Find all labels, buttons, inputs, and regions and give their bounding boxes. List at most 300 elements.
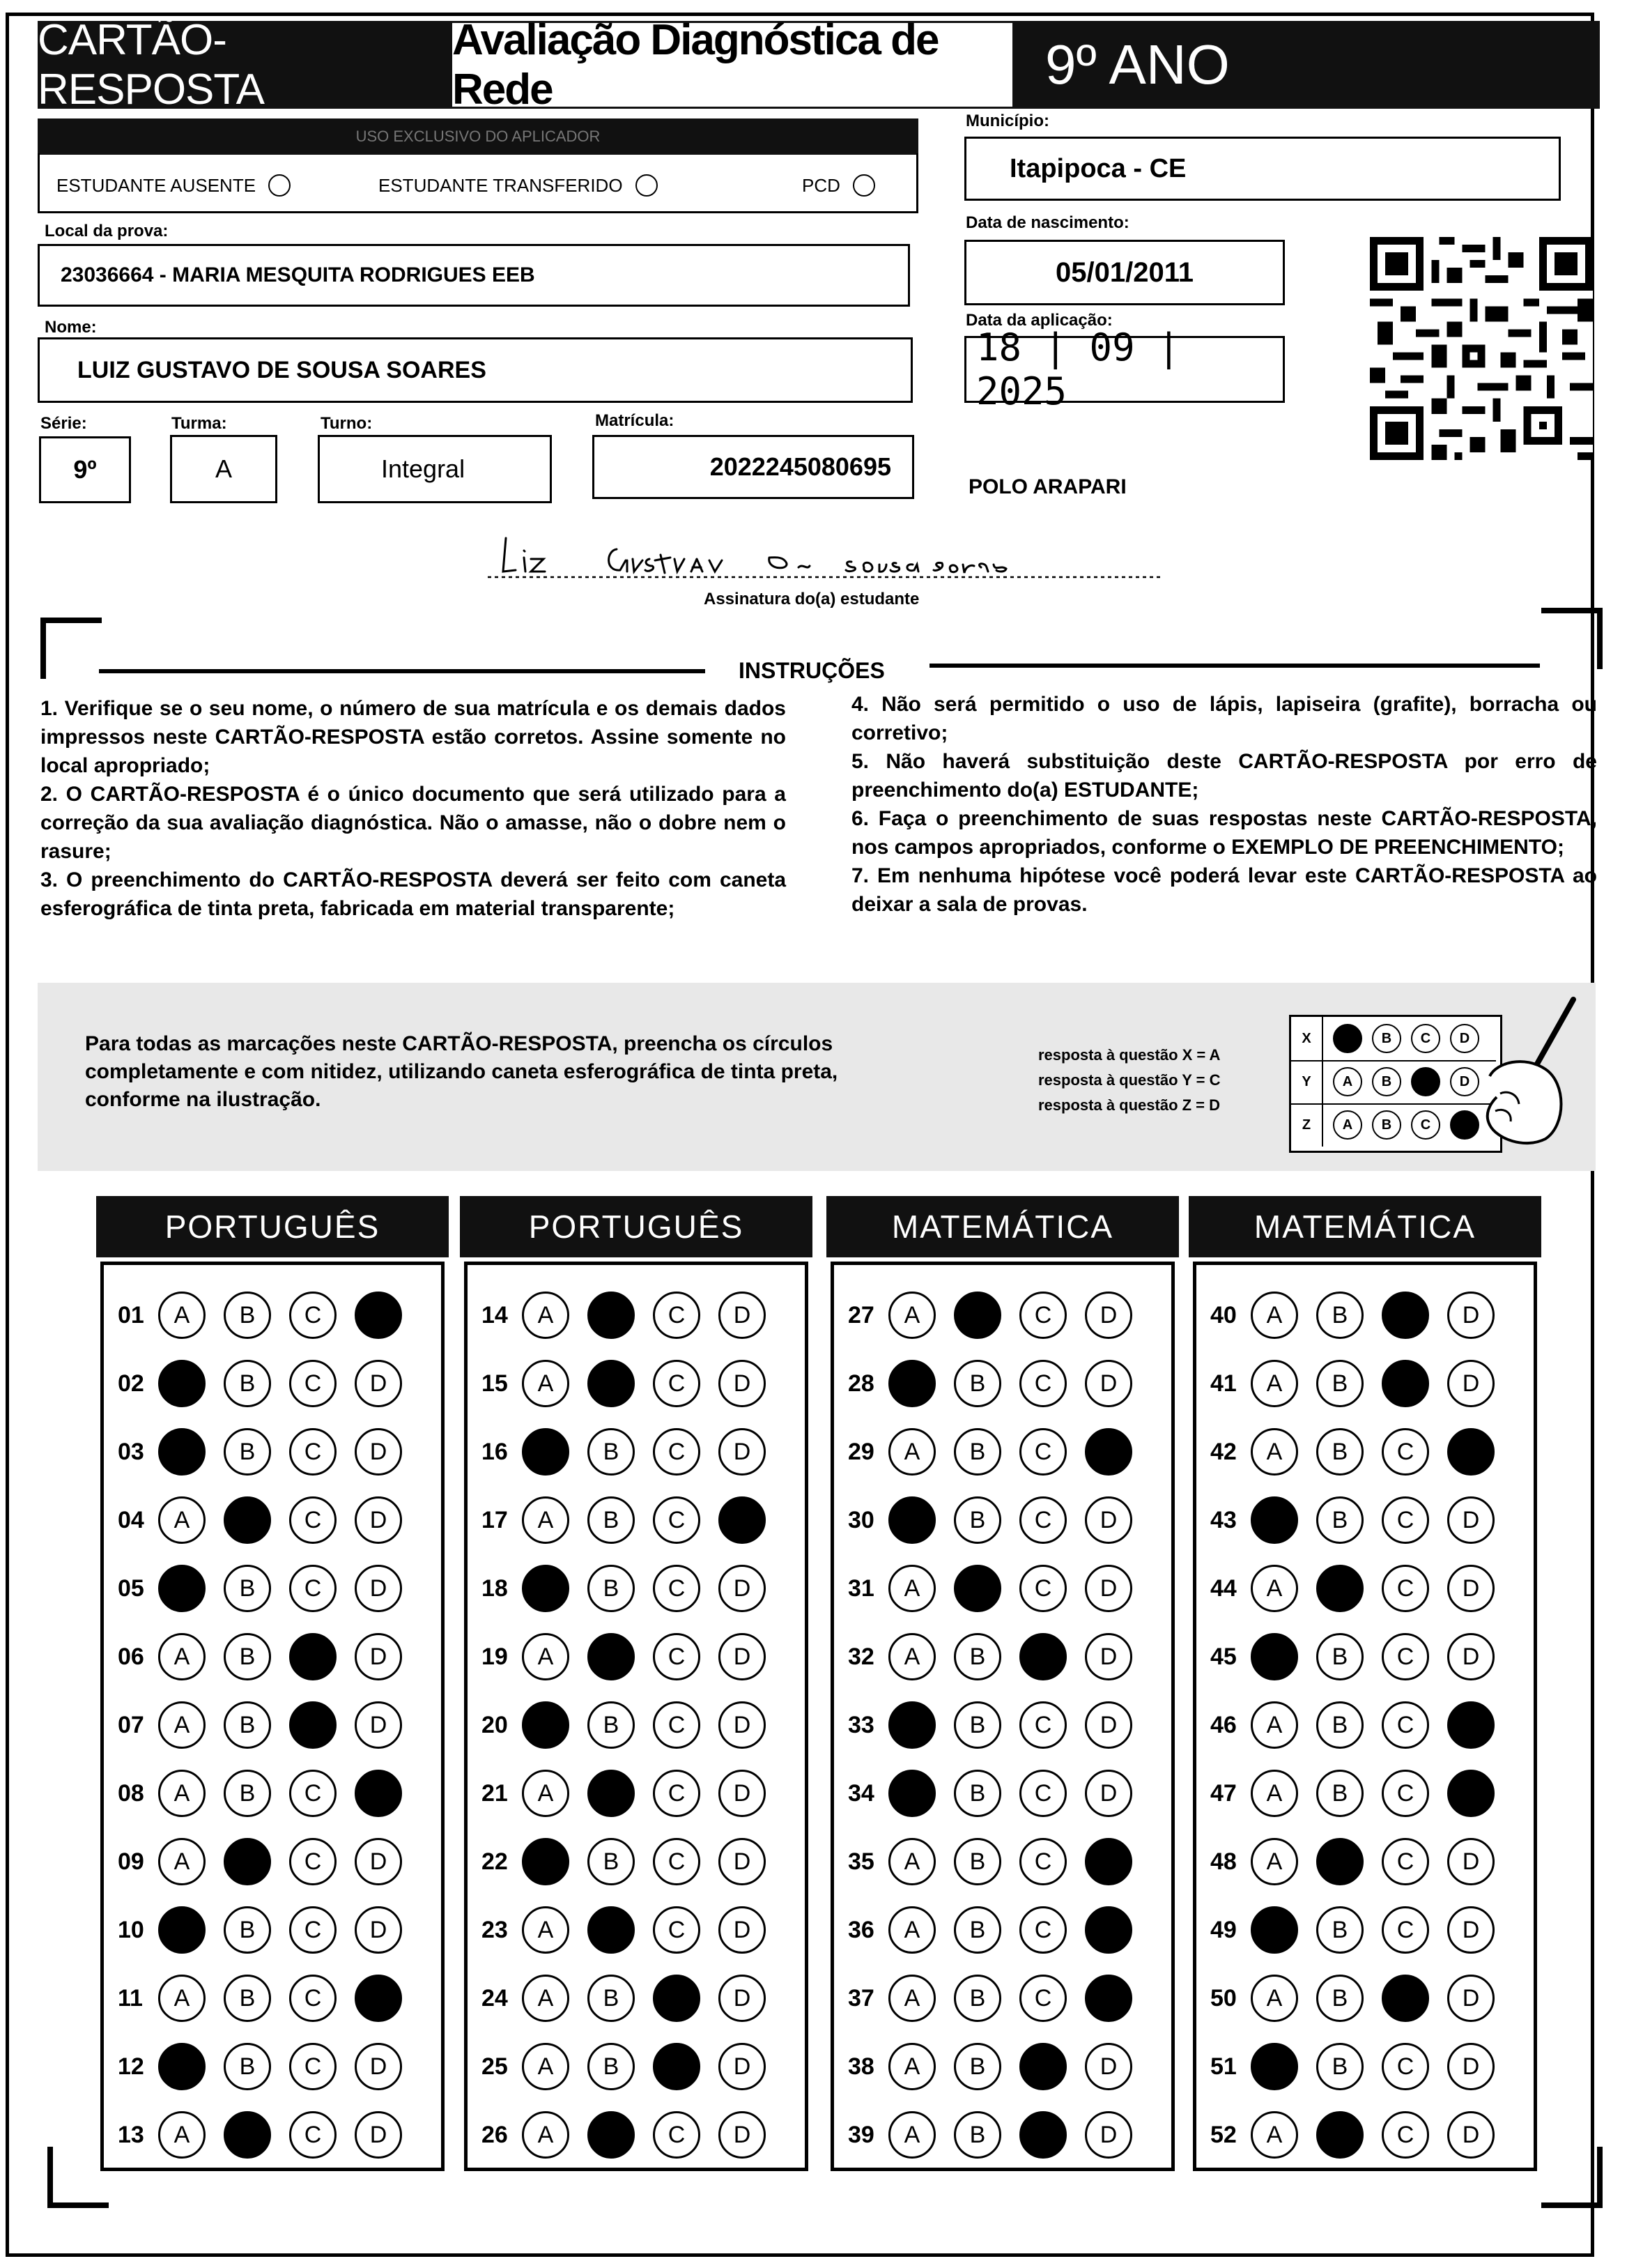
answer-bubble-c[interactable]: C xyxy=(289,1838,337,1885)
section-header: MATEMÁTICA xyxy=(826,1196,1179,1257)
question-number: 07 xyxy=(118,1711,144,1738)
answer-bubble-a[interactable]: A xyxy=(522,1292,569,1339)
instructions-rule-left xyxy=(99,669,705,673)
question-number: 04 xyxy=(118,1506,144,1533)
answer-bubble-d[interactable]: D xyxy=(1447,1360,1495,1407)
matricula-field xyxy=(592,435,914,499)
answer-bubble-a[interactable] xyxy=(158,2043,206,2090)
answer-bubble-d[interactable]: D xyxy=(1447,1906,1495,1954)
answer-bubble-b[interactable]: B xyxy=(224,1633,271,1680)
answer-bubble-b[interactable]: B xyxy=(224,1906,271,1954)
answer-bubble-b[interactable]: B xyxy=(587,1428,635,1476)
question-row xyxy=(848,1838,1150,1885)
answer-bubble-a[interactable]: A xyxy=(888,1633,936,1680)
answer-bubble-c[interactable]: C xyxy=(1382,1838,1429,1885)
answer-bubble-d[interactable]: D xyxy=(718,2043,766,2090)
birth-value: 05/01/2011 xyxy=(1056,256,1194,288)
answer-bubble-c[interactable]: C xyxy=(653,1428,700,1476)
answer-bubble-b[interactable] xyxy=(587,1633,635,1680)
question-row xyxy=(1210,1906,1513,1954)
serie-label: Série: xyxy=(40,414,87,433)
answer-bubble-a[interactable]: A xyxy=(1251,1770,1298,1817)
answer-bubble-d[interactable]: D xyxy=(355,1838,402,1885)
absent-radio[interactable] xyxy=(268,174,291,197)
municipio-label: Município: xyxy=(966,112,1049,130)
answer-bubble-b[interactable]: B xyxy=(954,1975,1001,2022)
question-row xyxy=(1210,1428,1513,1476)
card-title: CARTÃO-RESPOSTA xyxy=(38,16,265,114)
answer-bubble-d[interactable]: D xyxy=(718,1565,766,1612)
answer-bubble-a[interactable] xyxy=(522,1565,569,1612)
signature-label: Assinatura do(a) estudante xyxy=(704,590,920,608)
answer-bubble-d[interactable]: D xyxy=(355,1565,402,1612)
application-date-field[interactable] xyxy=(964,325,1285,413)
answer-bubble-b[interactable]: B xyxy=(1316,1906,1364,1954)
corner-mark-bl xyxy=(47,2147,109,2208)
answer-bubble-b[interactable]: B xyxy=(954,1906,1001,1954)
question-number: 44 xyxy=(1210,1574,1237,1602)
grade-title: 9º ANO xyxy=(1045,33,1230,95)
instruction-item: 5. Não haverá substituição deste CARTÃO-RESPOSTA por erro de preenchimento do(a) ESTUDANTE; xyxy=(851,750,1597,802)
answer-bubble-d[interactable] xyxy=(1447,1770,1495,1817)
answer-bubble-a[interactable]: A xyxy=(1251,1292,1298,1339)
question-number: 20 xyxy=(481,1711,508,1738)
question-number: 09 xyxy=(118,1848,144,1875)
answer-bubble-a[interactable]: A xyxy=(888,1428,936,1476)
answer-bubble-c[interactable]: C xyxy=(653,1292,700,1339)
answer-bubble-a[interactable]: A xyxy=(888,2043,936,2090)
transferred-label: ESTUDANTE TRANSFERIDO xyxy=(378,174,623,196)
question-row xyxy=(118,1428,420,1476)
answer-bubble-a[interactable]: A xyxy=(522,2043,569,2090)
question-row xyxy=(848,1360,1150,1407)
answer-bubble-c[interactable]: C xyxy=(653,1360,700,1407)
answer-bubble-b[interactable]: B xyxy=(224,1565,271,1612)
answer-bubble-c[interactable]: C xyxy=(1382,2043,1429,2090)
answer-bubble-c[interactable]: C xyxy=(289,2043,337,2090)
question-number: 43 xyxy=(1210,1506,1237,1533)
answer-bubble-d[interactable]: D xyxy=(1085,1496,1132,1544)
answer-bubble-c[interactable]: C xyxy=(1382,2111,1429,2159)
answer-bubble-b[interactable] xyxy=(1316,2111,1364,2159)
answer-bubble-a[interactable]: A xyxy=(158,1496,206,1544)
answer-bubble-d[interactable] xyxy=(1085,1428,1132,1476)
answer-bubble-a[interactable] xyxy=(888,1360,936,1407)
answer-bubble-d[interactable]: D xyxy=(1085,1633,1132,1680)
answer-bubble-b[interactable]: B xyxy=(954,1496,1001,1544)
question-row xyxy=(118,1975,420,2022)
answer-bubble-c[interactable]: C xyxy=(1019,1565,1067,1612)
answer-bubble-b[interactable]: B xyxy=(954,1428,1001,1476)
answer-bubble-d[interactable]: D xyxy=(718,1292,766,1339)
answer-bubble-a[interactable]: A xyxy=(1251,1701,1298,1749)
answer-bubble-a[interactable]: A xyxy=(158,1292,206,1339)
answer-bubble-c[interactable]: C xyxy=(1019,1701,1067,1749)
answer-bubble-a[interactable]: A xyxy=(888,2111,936,2159)
answer-bubble-d[interactable] xyxy=(1447,1428,1495,1476)
answer-bubble-a[interactable]: A xyxy=(158,2111,206,2159)
answer-bubble-c[interactable] xyxy=(653,1975,700,2022)
answer-bubble-b[interactable]: B xyxy=(954,1838,1001,1885)
answer-bubble-b[interactable]: B xyxy=(1316,1496,1364,1544)
corner-mark-br xyxy=(1541,2147,1603,2208)
answer-bubble-c[interactable] xyxy=(289,1633,337,1680)
example-key: resposta à questão Z = D xyxy=(1038,1096,1221,1114)
answer-bubble-a[interactable] xyxy=(158,1565,206,1612)
answer-bubble-b[interactable]: B xyxy=(954,1701,1001,1749)
answer-bubble-c[interactable]: C xyxy=(289,1565,337,1612)
local-label: Local da prova: xyxy=(45,222,169,240)
example-bubble-c: C xyxy=(1411,1024,1440,1053)
question-row xyxy=(848,1565,1150,1612)
answer-bubble-b[interactable] xyxy=(224,2111,271,2159)
answer-bubble-b[interactable]: B xyxy=(1316,1701,1364,1749)
answer-bubble-a[interactable]: A xyxy=(158,1975,206,2022)
answer-bubble-b[interactable]: B xyxy=(1316,1633,1364,1680)
answer-bubble-c[interactable]: C xyxy=(1019,1292,1067,1339)
answer-bubble-b[interactable] xyxy=(587,1906,635,1954)
answer-bubble-d[interactable]: D xyxy=(355,2043,402,2090)
answer-bubble-d[interactable]: D xyxy=(1085,1701,1132,1749)
answer-bubble-b[interactable]: B xyxy=(954,1770,1001,1817)
answer-bubble-a[interactable]: A xyxy=(1251,1428,1298,1476)
answer-bubble-d[interactable] xyxy=(1085,1906,1132,1954)
answer-bubble-d[interactable]: D xyxy=(1447,2043,1495,2090)
answer-bubble-c[interactable]: C xyxy=(1382,1496,1429,1544)
application-date-label: Data da aplicação: xyxy=(966,311,1113,330)
answer-bubble-a[interactable] xyxy=(888,1701,936,1749)
question-number: 46 xyxy=(1210,1711,1237,1738)
answer-bubble-c[interactable] xyxy=(1019,2111,1067,2159)
answer-bubble-d[interactable]: D xyxy=(355,1633,402,1680)
answer-bubble-a[interactable] xyxy=(522,1838,569,1885)
answer-bubble-c[interactable]: C xyxy=(1019,1428,1067,1476)
example-key: resposta à questão X = A xyxy=(1038,1046,1221,1064)
question-number: 32 xyxy=(848,1643,874,1670)
answer-bubble-a[interactable]: A xyxy=(158,1770,206,1817)
question-row xyxy=(481,1496,784,1544)
answer-bubble-a[interactable]: A xyxy=(522,1975,569,2022)
answer-bubble-c[interactable]: C xyxy=(1382,1770,1429,1817)
answer-bubble-d[interactable]: D xyxy=(355,1701,402,1749)
answer-bubble-d[interactable]: D xyxy=(1447,1496,1495,1544)
answer-bubble-d[interactable] xyxy=(1085,1975,1132,2022)
question-row xyxy=(1210,1770,1513,1817)
answer-bubble-d[interactable]: D xyxy=(1447,1975,1495,2022)
answer-bubble-c[interactable] xyxy=(653,2043,700,2090)
question-row xyxy=(848,2043,1150,2090)
answer-bubble-c[interactable]: C xyxy=(289,1292,337,1339)
answer-bubble-b[interactable]: B xyxy=(224,2043,271,2090)
answer-bubble-b[interactable] xyxy=(224,1838,271,1885)
pcd-radio[interactable] xyxy=(853,174,875,197)
answer-bubble-d[interactable]: D xyxy=(355,1360,402,1407)
answer-bubble-c[interactable]: C xyxy=(289,1770,337,1817)
answer-bubble-a[interactable] xyxy=(1251,2043,1298,2090)
answer-bubble-c[interactable]: C xyxy=(289,1428,337,1476)
answer-bubble-d[interactable]: D xyxy=(355,1906,402,1954)
turma-field xyxy=(170,435,277,503)
answer-bubble-b[interactable]: B xyxy=(224,1428,271,1476)
answer-bubble-a[interactable]: A xyxy=(522,1633,569,1680)
answer-bubble-c[interactable]: C xyxy=(1019,1770,1067,1817)
answer-bubble-b[interactable]: B xyxy=(954,1360,1001,1407)
answer-bubble-b[interactable]: B xyxy=(224,1701,271,1749)
example-keys xyxy=(1038,1043,1220,1118)
question-number: 47 xyxy=(1210,1779,1237,1807)
answer-bubble-a[interactable]: A xyxy=(1251,1838,1298,1885)
answer-bubble-d[interactable]: D xyxy=(718,1770,766,1817)
answer-bubble-d[interactable]: D xyxy=(718,1633,766,1680)
answer-bubble-b[interactable]: B xyxy=(1316,1428,1364,1476)
answer-bubble-b[interactable]: B xyxy=(954,1633,1001,1680)
pcd-option[interactable] xyxy=(802,174,875,197)
example-bubble-b: B xyxy=(1372,1110,1401,1140)
answer-bubble-d[interactable]: D xyxy=(1085,1770,1132,1817)
answer-bubble-c[interactable] xyxy=(1382,1975,1429,2022)
answer-bubble-a[interactable] xyxy=(158,1360,206,1407)
answer-bubble-b[interactable]: B xyxy=(224,1975,271,2022)
answer-bubble-a[interactable]: A xyxy=(522,1770,569,1817)
section-box xyxy=(1193,1262,1537,2171)
answer-bubble-d[interactable]: D xyxy=(1447,2111,1495,2159)
question-number: 39 xyxy=(848,2121,874,2148)
answer-bubble-c[interactable]: C xyxy=(653,1496,700,1544)
answer-bubble-b[interactable] xyxy=(587,1360,635,1407)
answer-bubble-a[interactable]: A xyxy=(158,1838,206,1885)
answer-bubble-a[interactable]: A xyxy=(1251,1975,1298,2022)
question-row xyxy=(118,1292,420,1339)
answer-bubble-d[interactable]: D xyxy=(1085,1360,1132,1407)
answer-bubble-c[interactable]: C xyxy=(289,1975,337,2022)
answer-bubble-d[interactable]: D xyxy=(1447,1633,1495,1680)
question-row xyxy=(848,1428,1150,1476)
answer-bubble-a[interactable]: A xyxy=(158,1633,206,1680)
instructions-right-column xyxy=(851,690,1597,919)
question-row xyxy=(848,1770,1150,1817)
question-row xyxy=(1210,1701,1513,1749)
answer-bubble-d[interactable]: D xyxy=(718,1701,766,1749)
answer-bubble-c[interactable]: C xyxy=(289,1360,337,1407)
answer-bubble-c[interactable]: C xyxy=(1382,1701,1429,1749)
answer-bubble-d[interactable]: D xyxy=(355,1428,402,1476)
answer-bubble-a[interactable]: A xyxy=(888,1838,936,1885)
answer-bubble-a[interactable]: A xyxy=(522,1496,569,1544)
answer-bubble-b[interactable]: B xyxy=(1316,1292,1364,1339)
answer-bubble-a[interactable] xyxy=(522,1701,569,1749)
answer-bubble-d[interactable]: D xyxy=(1085,1565,1132,1612)
answer-bubble-b[interactable] xyxy=(224,1496,271,1544)
answer-bubble-d[interactable]: D xyxy=(1085,2111,1132,2159)
answer-bubble-a[interactable]: A xyxy=(1251,2111,1298,2159)
question-number: 35 xyxy=(848,1848,874,1875)
answer-bubble-a[interactable]: A xyxy=(158,1701,206,1749)
answer-bubble-c[interactable] xyxy=(1019,1633,1067,1680)
answer-bubble-a[interactable]: A xyxy=(1251,1360,1298,1407)
local-field xyxy=(38,244,910,307)
answer-bubble-b[interactable]: B xyxy=(587,1975,635,2022)
answer-bubble-c[interactable]: C xyxy=(1019,1975,1067,2022)
answer-bubble-c[interactable]: C xyxy=(289,1496,337,1544)
answer-bubble-c[interactable]: C xyxy=(1382,1633,1429,1680)
question-row xyxy=(848,1975,1150,2022)
question-row xyxy=(481,1701,784,1749)
answer-bubble-a[interactable] xyxy=(888,1496,936,1544)
question-row xyxy=(118,2043,420,2090)
question-number: 15 xyxy=(481,1370,508,1397)
answer-bubble-b[interactable] xyxy=(954,1565,1001,1612)
answer-bubble-a[interactable] xyxy=(1251,1496,1298,1544)
example-row xyxy=(1291,1017,1496,1062)
answer-bubble-a[interactable] xyxy=(1251,1633,1298,1680)
absent-option[interactable] xyxy=(56,174,291,197)
municipio-field xyxy=(964,137,1561,201)
answer-bubble-a[interactable] xyxy=(888,1770,936,1817)
answer-bubble-b[interactable] xyxy=(587,2111,635,2159)
question-number: 21 xyxy=(481,1779,508,1807)
question-row xyxy=(118,1633,420,1680)
question-row xyxy=(1210,1838,1513,1885)
answer-bubble-a[interactable] xyxy=(158,1428,206,1476)
answer-bubble-a[interactable] xyxy=(158,1906,206,1954)
answer-bubble-d[interactable]: D xyxy=(1085,1292,1132,1339)
answer-bubble-d[interactable]: D xyxy=(1447,1565,1495,1612)
answer-bubble-c[interactable]: C xyxy=(1019,1496,1067,1544)
answer-bubble-b[interactable]: B xyxy=(224,1292,271,1339)
question-row xyxy=(118,1906,420,1954)
answer-bubble-a[interactable] xyxy=(1251,1906,1298,1954)
question-row xyxy=(481,2111,784,2159)
question-row xyxy=(481,1292,784,1339)
answer-bubble-d[interactable]: D xyxy=(718,1360,766,1407)
transferred-option[interactable] xyxy=(378,174,658,197)
name-value: LUIZ GUSTAVO DE SOUSA SOARES xyxy=(77,356,486,383)
answer-bubble-d[interactable]: D xyxy=(1085,2043,1132,2090)
question-number: 28 xyxy=(848,1370,874,1397)
answer-bubble-c[interactable] xyxy=(1382,1360,1429,1407)
answer-bubble-b[interactable]: B xyxy=(954,2111,1001,2159)
answer-bubble-b[interactable]: B xyxy=(1316,1975,1364,2022)
answer-bubble-d[interactable]: D xyxy=(1447,1292,1495,1339)
example-bubble-d: D xyxy=(1450,1024,1479,1053)
answer-bubble-a[interactable]: A xyxy=(888,1906,936,1954)
example-row xyxy=(1291,1103,1496,1147)
matricula-label: Matrícula: xyxy=(595,411,674,430)
question-number: 08 xyxy=(118,1779,144,1807)
answer-bubble-b[interactable]: B xyxy=(224,1360,271,1407)
example-row-label: Y xyxy=(1291,1060,1323,1103)
question-row xyxy=(1210,1633,1513,1680)
answer-bubble-c[interactable]: C xyxy=(653,1701,700,1749)
answer-bubble-c[interactable]: C xyxy=(653,1838,700,1885)
answer-bubble-c[interactable]: C xyxy=(289,1906,337,1954)
answer-bubble-c[interactable]: C xyxy=(653,2111,700,2159)
answer-bubble-d[interactable]: D xyxy=(1447,1838,1495,1885)
answer-bubble-a[interactable]: A xyxy=(888,1975,936,2022)
question-number: 16 xyxy=(481,1438,508,1465)
answer-bubble-b[interactable]: B xyxy=(1316,1360,1364,1407)
answer-bubble-a[interactable]: A xyxy=(1251,1565,1298,1612)
answer-bubble-b[interactable] xyxy=(954,1292,1001,1339)
answer-bubble-b[interactable]: B xyxy=(587,1701,635,1749)
answer-bubble-c[interactable]: C xyxy=(1382,1565,1429,1612)
answer-bubble-c[interactable]: C xyxy=(1382,1428,1429,1476)
answer-bubble-c[interactable]: C xyxy=(653,1633,700,1680)
question-number: 25 xyxy=(481,2053,508,2080)
question-number: 01 xyxy=(118,1301,144,1328)
answer-bubble-a[interactable]: A xyxy=(888,1292,936,1339)
answer-bubble-a[interactable]: A xyxy=(522,1906,569,1954)
answer-bubble-d[interactable] xyxy=(355,1770,402,1817)
answer-bubble-c[interactable]: C xyxy=(1382,1906,1429,1954)
answer-bubble-c[interactable]: C xyxy=(653,1565,700,1612)
section-header: MATEMÁTICA xyxy=(1189,1196,1541,1257)
answer-bubble-d[interactable]: D xyxy=(718,1975,766,2022)
answer-bubble-a[interactable]: A xyxy=(522,2111,569,2159)
answer-bubble-c[interactable]: C xyxy=(1019,1360,1067,1407)
question-number: 40 xyxy=(1210,1301,1237,1328)
answer-bubble-a[interactable] xyxy=(522,1428,569,1476)
answer-bubble-b[interactable]: B xyxy=(1316,2043,1364,2090)
answer-bubble-c[interactable]: C xyxy=(653,1770,700,1817)
answer-bubble-c[interactable] xyxy=(1382,1292,1429,1339)
answer-bubble-d[interactable] xyxy=(1447,1701,1495,1749)
answer-bubble-b[interactable]: B xyxy=(224,1770,271,1817)
instruction-item: 3. O preenchimento do CARTÃO-RESPOSTA deverá ser feito com caneta esferográfica de tinta preta, fabricada em material transparente; xyxy=(40,868,786,920)
answer-bubble-c[interactable]: C xyxy=(653,1906,700,1954)
answer-bubble-b[interactable] xyxy=(587,1292,635,1339)
answer-bubble-b[interactable]: B xyxy=(587,2043,635,2090)
answer-bubble-b[interactable] xyxy=(587,1770,635,1817)
answer-bubble-b[interactable] xyxy=(1316,1565,1364,1612)
question-number: 27 xyxy=(848,1301,874,1328)
answer-bubble-b[interactable]: B xyxy=(954,2043,1001,2090)
section-header: PORTUGUÊS xyxy=(460,1196,812,1257)
answer-bubble-c[interactable]: C xyxy=(1019,1906,1067,1954)
question-number: 29 xyxy=(848,1438,874,1465)
answer-bubble-d[interactable]: D xyxy=(355,2111,402,2159)
name-field xyxy=(38,337,913,403)
answer-bubble-d[interactable] xyxy=(1085,1838,1132,1885)
answer-bubble-c[interactable] xyxy=(289,1701,337,1749)
answer-bubble-c[interactable] xyxy=(1019,2043,1067,2090)
answer-bubble-b[interactable]: B xyxy=(587,1496,635,1544)
answer-bubble-d[interactable]: D xyxy=(718,1906,766,1954)
answer-bubble-d[interactable]: D xyxy=(718,1838,766,1885)
answer-bubble-d[interactable] xyxy=(355,1292,402,1339)
transferred-radio[interactable] xyxy=(635,174,658,197)
answer-bubble-d[interactable] xyxy=(718,1496,766,1544)
answer-bubble-a[interactable]: A xyxy=(888,1565,936,1612)
answer-bubble-d[interactable]: D xyxy=(718,2111,766,2159)
answer-bubble-b[interactable] xyxy=(1316,1838,1364,1885)
question-number: 41 xyxy=(1210,1370,1237,1397)
answer-bubble-b[interactable]: B xyxy=(587,1838,635,1885)
answer-bubble-c[interactable]: C xyxy=(1019,1838,1067,1885)
answer-bubble-c[interactable]: C xyxy=(289,2111,337,2159)
answer-bubble-d[interactable]: D xyxy=(718,1428,766,1476)
corner-mark-tl xyxy=(40,618,102,679)
answer-bubble-d[interactable]: D xyxy=(355,1496,402,1544)
answer-bubble-a[interactable]: A xyxy=(522,1360,569,1407)
answer-bubble-b[interactable]: B xyxy=(587,1565,635,1612)
section-header: PORTUGUÊS xyxy=(96,1196,449,1257)
pcd-label: PCD xyxy=(802,174,840,196)
question-row xyxy=(481,1565,784,1612)
answer-bubble-b[interactable]: B xyxy=(1316,1770,1364,1817)
turno-label: Turno: xyxy=(321,414,373,433)
answer-bubble-d[interactable] xyxy=(355,1975,402,2022)
